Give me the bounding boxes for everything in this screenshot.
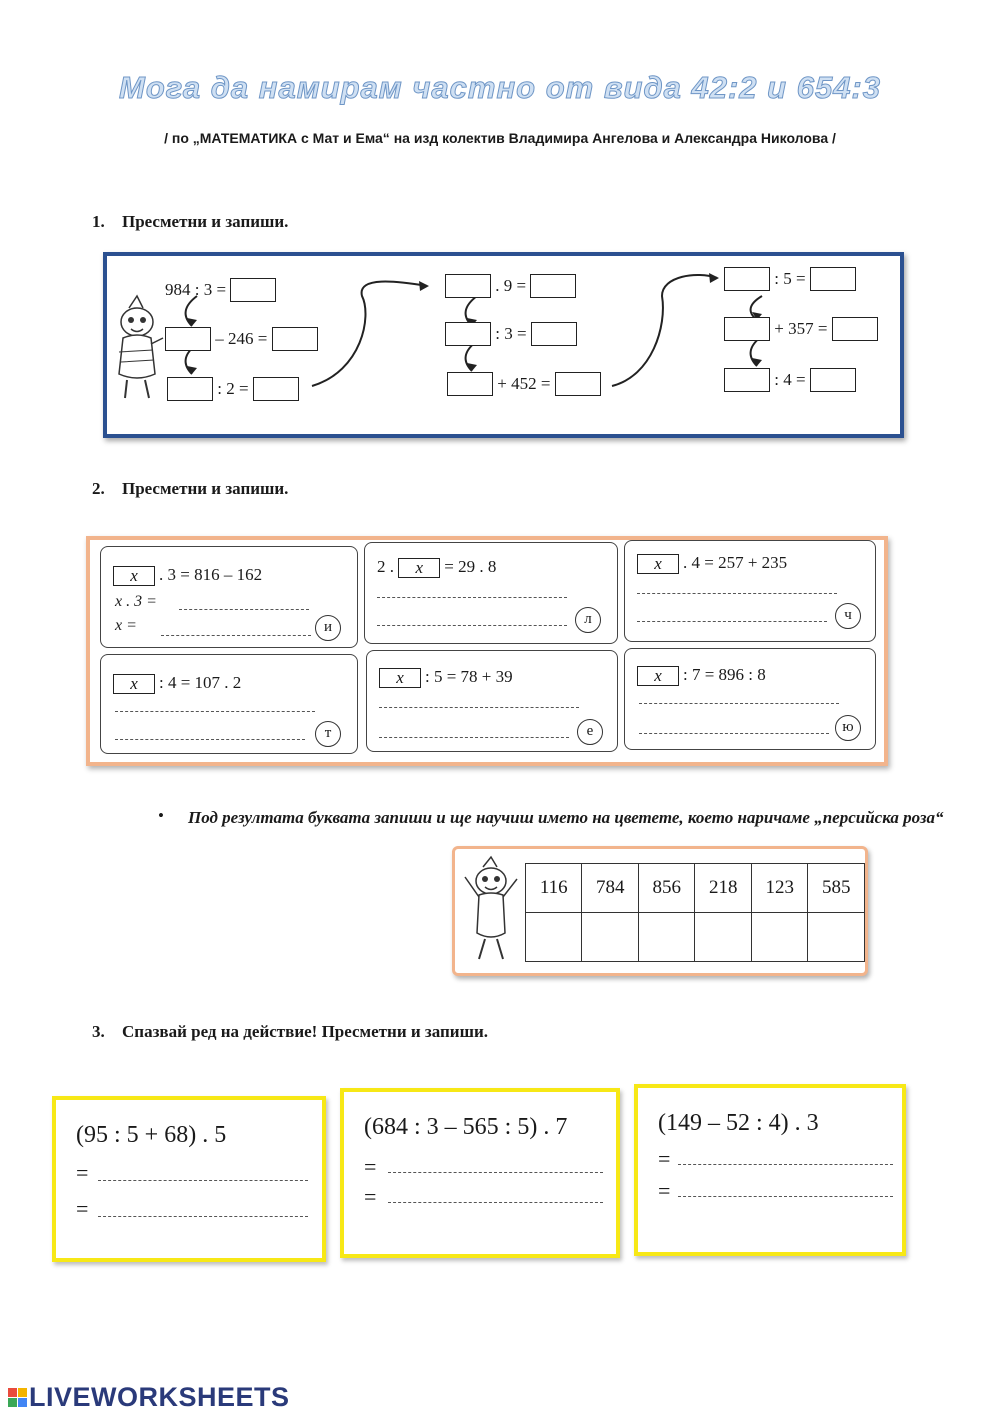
table-cell: 585 xyxy=(808,864,865,913)
card-prefix: 2 . xyxy=(377,557,394,576)
answer-table xyxy=(525,863,865,962)
card-equation: : 5 = 78 + 39 xyxy=(425,667,513,686)
x-box: x xyxy=(113,566,155,586)
logo-block xyxy=(8,1398,17,1407)
answer-box[interactable] xyxy=(445,274,491,298)
logo-block xyxy=(18,1398,27,1407)
logo-block xyxy=(8,1388,17,1397)
task3-heading xyxy=(92,1022,488,1042)
answer-line[interactable] xyxy=(98,1216,308,1217)
equation-card xyxy=(624,540,876,642)
answer-box[interactable] xyxy=(810,368,856,392)
answer-line[interactable] xyxy=(637,621,827,622)
equals-sign: = xyxy=(658,1178,671,1203)
answer-line[interactable] xyxy=(639,733,829,734)
equals-sign: = xyxy=(76,1196,89,1221)
card-equation: : 4 = 107 . 2 xyxy=(159,673,242,692)
chain3-step3 xyxy=(724,368,856,392)
answer-box[interactable] xyxy=(724,267,770,291)
card-equation: = 29 . 8 xyxy=(444,557,497,576)
answer-box[interactable] xyxy=(724,317,770,341)
chain1-step3-label: : 2 = xyxy=(217,379,249,398)
equals-sign: = xyxy=(658,1146,671,1171)
chain1-step2 xyxy=(165,327,318,351)
answer-box[interactable] xyxy=(832,317,878,341)
chain1-step1-label: 984 : 3 = xyxy=(165,280,227,299)
answer-table-frame xyxy=(452,846,868,976)
answer-line[interactable] xyxy=(179,609,309,610)
answer-box[interactable] xyxy=(724,368,770,392)
letter-answer-cell[interactable] xyxy=(638,913,695,962)
chain3-step1 xyxy=(724,267,856,291)
chain1-step1 xyxy=(165,278,276,302)
chain3-step2 xyxy=(724,317,878,341)
answer-box[interactable] xyxy=(230,278,276,302)
answer-line[interactable] xyxy=(678,1164,893,1165)
table-cell: 218 xyxy=(695,864,752,913)
worksheet-title: Мога да намирам частно от вида 42:2 и 654:3 xyxy=(119,70,881,105)
chain3-step3-label: : 4 = xyxy=(774,370,806,389)
x-box: x xyxy=(398,558,440,578)
task1-heading-text: Пресметни и запиши. xyxy=(122,212,289,231)
bullet-icon: • xyxy=(158,806,164,825)
answer-box[interactable] xyxy=(531,322,577,346)
equation-card xyxy=(100,654,358,754)
answer-line[interactable] xyxy=(377,625,567,626)
table-cell: 123 xyxy=(751,864,808,913)
answer-box[interactable] xyxy=(445,322,491,346)
letter-answer-cell[interactable] xyxy=(808,913,865,962)
answer-line[interactable] xyxy=(637,593,837,594)
answer-box[interactable] xyxy=(447,372,493,396)
answer-line[interactable] xyxy=(678,1196,893,1197)
letter-circle: е xyxy=(577,719,603,745)
answer-box[interactable] xyxy=(810,267,856,291)
task2-heading-text: Пресметни и запиши. xyxy=(122,479,289,498)
logo-blocks-icon xyxy=(8,1388,27,1407)
task3-heading-text: Спазвай ред на действие! Пресметни и запиши. xyxy=(122,1022,488,1041)
task2-heading xyxy=(92,479,288,499)
task2-number: 2. xyxy=(92,479,105,498)
expression: (95 : 5 + 68) . 5 xyxy=(76,1122,227,1148)
chain2-step2 xyxy=(445,322,577,346)
answer-line[interactable] xyxy=(377,597,567,598)
expression-card xyxy=(52,1096,326,1262)
chain2-step2-label: : 3 = xyxy=(495,324,527,343)
x-box: x xyxy=(637,666,679,686)
equation-card xyxy=(624,648,876,750)
worksheet-subtitle: / по „МАТЕМАТИКА с Мат и Ема“ на изд колектив Владимира Ангелова и Александра Николова / xyxy=(164,130,836,146)
expression: (149 – 52 : 4) . 3 xyxy=(658,1110,819,1136)
aux-line-1: x . 3 = xyxy=(115,593,157,610)
x-box: x xyxy=(637,554,679,574)
expression-card xyxy=(634,1084,906,1256)
task1-number: 1. xyxy=(92,212,105,231)
equation-card xyxy=(364,542,618,644)
chain2-step3 xyxy=(447,372,601,396)
equals-sign: = xyxy=(364,1184,377,1209)
table-cell: 856 xyxy=(638,864,695,913)
answer-box[interactable] xyxy=(165,327,211,351)
answer-line[interactable] xyxy=(388,1202,603,1203)
letter-answer-cell[interactable] xyxy=(695,913,752,962)
chain1-step3 xyxy=(167,377,299,401)
answer-line[interactable] xyxy=(98,1180,308,1181)
answer-line[interactable] xyxy=(115,739,305,740)
chain2-step3-label: + 452 = xyxy=(497,374,551,393)
answer-box[interactable] xyxy=(167,377,213,401)
x-box: x xyxy=(113,674,155,694)
answer-line[interactable] xyxy=(639,703,839,704)
task1-heading xyxy=(92,212,288,232)
aux-line-2: x = xyxy=(115,617,137,634)
equals-sign: = xyxy=(364,1154,377,1179)
answer-box[interactable] xyxy=(555,372,601,396)
answer-box[interactable] xyxy=(253,377,299,401)
card-equation: . 4 = 257 + 235 xyxy=(683,553,788,572)
answer-line[interactable] xyxy=(388,1172,603,1173)
answer-line[interactable] xyxy=(379,707,579,708)
table-cell: 784 xyxy=(582,864,639,913)
table-row xyxy=(526,864,865,913)
table-cell: 116 xyxy=(526,864,582,913)
answer-line[interactable] xyxy=(161,635,311,636)
task1-chain-frame xyxy=(103,252,904,438)
chain2-step1 xyxy=(445,274,576,298)
answer-line[interactable] xyxy=(379,737,569,738)
chain2-step1-label: . 9 = xyxy=(495,276,527,295)
bullet-instruction: Под резултата буквата запиши и ще научиш името на цветете, което наричаме „персийска роза“ xyxy=(188,808,944,827)
letter-circle: л xyxy=(575,607,601,633)
chain1-step2-label: – 246 = xyxy=(215,329,268,348)
liveworksheets-logo xyxy=(8,1382,290,1413)
x-box: x xyxy=(379,668,421,688)
logo-text: LIVEWORKSHEETS xyxy=(29,1382,290,1412)
task3-number: 3. xyxy=(92,1022,105,1041)
letter-circle: ю xyxy=(835,715,861,741)
task2-frame xyxy=(86,536,888,766)
chain3-step2-label: + 357 = xyxy=(774,319,828,338)
table-row xyxy=(526,913,865,962)
chain3-step1-label: : 5 = xyxy=(774,269,806,288)
letter-answer-cell[interactable] xyxy=(582,913,639,962)
mascot-illustration xyxy=(459,855,521,965)
expression-card xyxy=(340,1088,620,1258)
letter-answer-cell[interactable] xyxy=(526,913,582,962)
card-equation: : 7 = 896 : 8 xyxy=(683,665,766,684)
card-equation: . 3 = 816 – 162 xyxy=(159,565,263,584)
equals-sign: = xyxy=(76,1160,89,1185)
letter-circle: т xyxy=(315,721,341,747)
letter-circle: ч xyxy=(835,603,861,629)
letter-answer-cell[interactable] xyxy=(751,913,808,962)
expression: (684 : 3 – 565 : 5) . 7 xyxy=(364,1114,568,1140)
equation-card xyxy=(100,546,358,648)
answer-box[interactable] xyxy=(530,274,576,298)
answer-line[interactable] xyxy=(115,711,315,712)
logo-block xyxy=(18,1388,27,1397)
equation-card xyxy=(366,650,618,752)
answer-box[interactable] xyxy=(272,327,318,351)
letter-circle: и xyxy=(315,615,341,641)
